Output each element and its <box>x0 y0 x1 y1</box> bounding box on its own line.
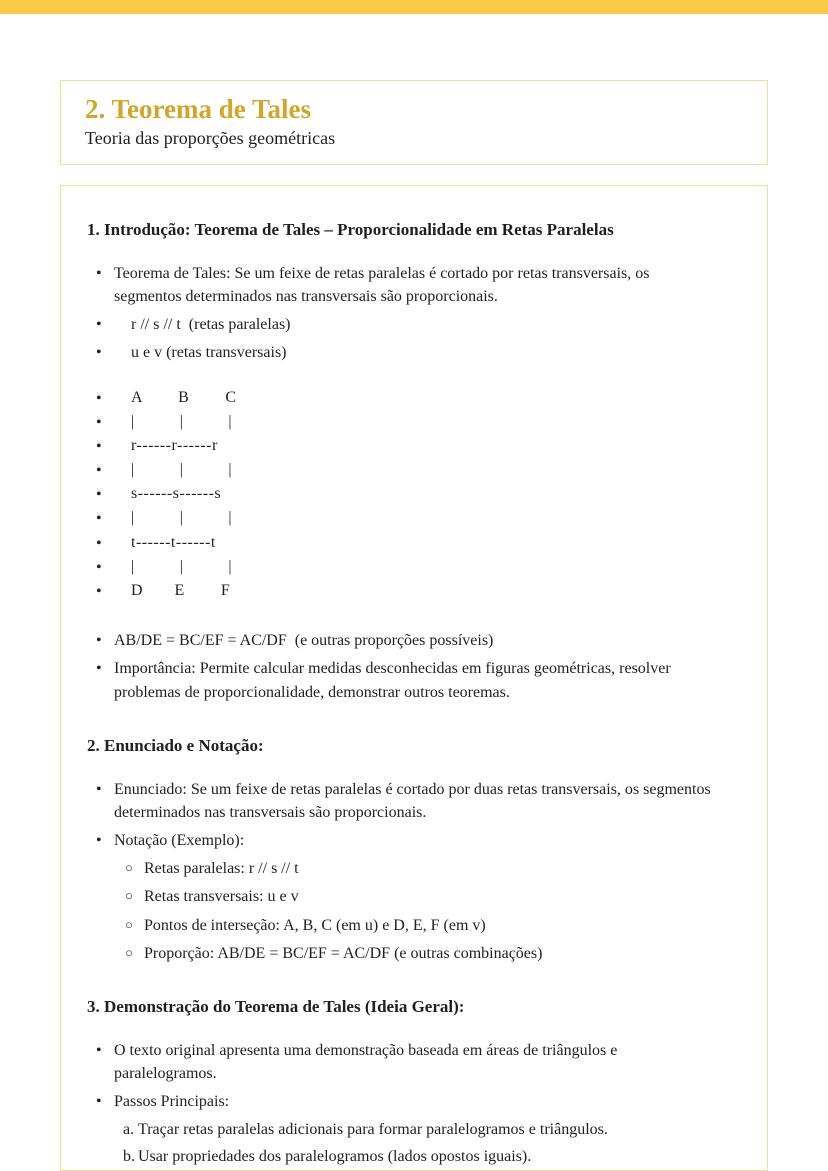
list-item-text: r // s // t (retas paralelas) <box>131 316 291 334</box>
ascii-diagram-text: r------r------r <box>131 436 218 454</box>
sub-bullet-icon: ○ <box>125 888 133 904</box>
list-item-text: u e v (retas transversais) <box>131 344 287 362</box>
bullet-icon: • <box>96 583 102 601</box>
step-text: Usar propriedades dos paralelogramos (lados opostos iguais). <box>138 1148 532 1166</box>
list-item <box>96 778 716 824</box>
sub-list <box>125 857 725 965</box>
sub-list-item-text: Retas paralelas: r // s // t <box>144 860 299 878</box>
section-heading-1: 1. Introdução: Teorema de Tales – Proporcionalidade em Retas Paralelas <box>87 220 614 239</box>
ascii-diagram-row <box>96 411 716 434</box>
list-item-text: Enunciado: Se um feixe de retas paralelas é cortado por duas retas transversais, os segmentos determinados nas transversais são proporcionais. <box>114 780 715 821</box>
list-item-text: O texto original apresenta uma demonstração baseada em áreas de triângulos e paralelogramos. <box>114 1041 622 1082</box>
bullet-icon: • <box>96 413 102 431</box>
sub-bullet-icon: ○ <box>125 860 133 876</box>
bullet-icon: • <box>96 316 102 334</box>
ascii-diagram-row <box>96 580 716 603</box>
step-marker: b. <box>123 1148 135 1166</box>
list-item <box>96 1090 716 1113</box>
ascii-diagram-text: s------s------s <box>131 485 222 503</box>
bullet-icon: • <box>96 437 102 455</box>
ascii-diagram-text: | | | <box>131 509 233 527</box>
list-item-text: Teorema de Tales: Se um feixe de retas paralelas é cortado por retas transversais, os segmentos determinados nas transversais são proporcionais. <box>114 264 654 305</box>
list-item <box>96 829 716 852</box>
ascii-diagram-text: D E F <box>131 582 231 600</box>
sub-list-item-text: Proporção: AB/DE = BC/EF = AC/DF (e outras combinações) <box>144 944 543 962</box>
ascii-diagram-text: | | | <box>131 412 233 430</box>
ascii-diagram-row <box>96 387 716 410</box>
list-item-text: AB/DE = BC/EF = AC/DF (e outras proporções possíveis) <box>114 632 494 650</box>
list-item-text: Passos Principais: <box>114 1093 230 1111</box>
bullet-icon: • <box>96 389 102 407</box>
ascii-diagram <box>87 387 725 604</box>
ascii-diagram-text: | | | <box>131 461 233 479</box>
sub-list-item <box>125 942 725 965</box>
sub-list-item <box>125 857 725 880</box>
bullet-icon: • <box>96 264 102 282</box>
sub-list-item-text: Pontos de interseção: A, B, C (em u) e D, E, F (em v) <box>144 916 486 934</box>
bullet-icon: • <box>96 1093 102 1111</box>
ascii-diagram-row <box>96 459 716 482</box>
ascii-diagram-text: A B C <box>131 388 237 406</box>
list-item <box>96 657 716 703</box>
sub-list-item-text: Retas transversais: u e v <box>144 888 299 906</box>
bullet-icon: • <box>96 1041 102 1059</box>
ascii-diagram-row <box>96 532 716 555</box>
steps-list <box>123 1118 725 1168</box>
page-title: 2. Teorema de Tales <box>85 94 312 124</box>
sub-bullet-icon: ○ <box>125 944 133 960</box>
list-item <box>96 262 716 308</box>
bullet-icon: • <box>96 534 102 552</box>
list-item <box>96 313 716 336</box>
list-item <box>96 341 716 364</box>
bullet-icon: • <box>96 660 102 678</box>
section-heading-3: 3. Demonstração do Teorema de Tales (Ideia Geral): <box>87 996 465 1016</box>
bullet-icon: • <box>96 486 102 504</box>
list-item-text: Notação (Exemplo): <box>114 831 245 849</box>
step-item <box>123 1118 725 1141</box>
sub-bullet-icon: ○ <box>125 916 133 932</box>
list-item <box>96 629 716 652</box>
sub-list-item <box>125 914 725 937</box>
section-heading-2: 2. Enunciado e Notação: <box>87 735 264 755</box>
list-item-text: Importância: Permite calcular medidas desconhecidas em figuras geométricas, resolver problemas de proporcionalidade, demonstrar outros teoremas. <box>114 660 675 701</box>
bullet-icon: • <box>96 462 102 480</box>
bullet-icon: • <box>96 558 102 576</box>
bullet-icon: • <box>96 831 102 849</box>
ascii-diagram-text: | | | <box>131 557 233 575</box>
ascii-diagram-row <box>96 483 716 506</box>
sub-list-item <box>125 885 725 908</box>
step-item <box>123 1145 725 1168</box>
ascii-diagram-row <box>96 435 716 458</box>
top-accent-bar <box>0 0 828 14</box>
content-card <box>60 185 768 1171</box>
bullet-icon: • <box>96 632 102 650</box>
page-subtitle: Teoria das proporções geométricas <box>85 128 336 149</box>
ascii-diagram-text: t------t------t <box>131 533 216 551</box>
list-item <box>96 1039 716 1085</box>
step-text: Traçar retas paralelas adicionais para formar paralelogramos e triângulos. <box>138 1121 608 1139</box>
ascii-diagram-row <box>96 556 716 579</box>
step-marker: a. <box>123 1121 135 1139</box>
title-card <box>60 80 768 165</box>
bullet-icon: • <box>96 344 102 362</box>
bullet-icon: • <box>96 510 102 528</box>
ascii-diagram-row <box>96 507 716 530</box>
bullet-icon: • <box>96 780 102 798</box>
